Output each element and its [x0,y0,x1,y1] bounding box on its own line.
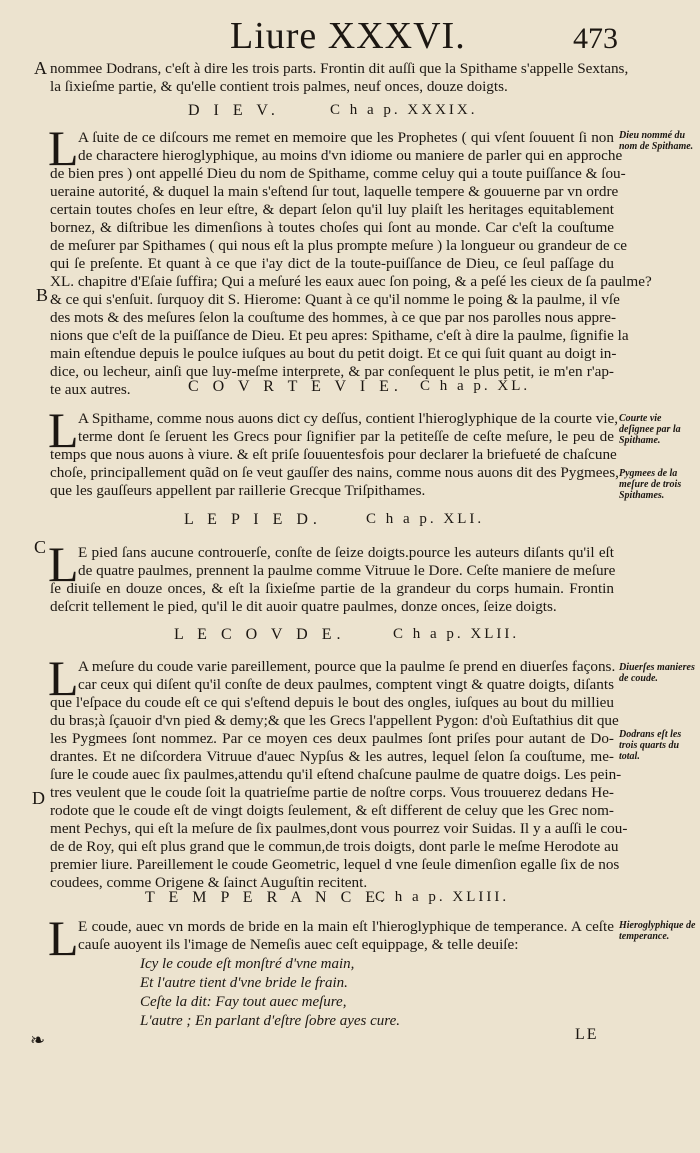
text-line: deſcrit tellement le pied, qu'il le dit auoir quatre paulmes, donze onces, ſeize doigts. [50,598,557,615]
section-heading: D I E V. [188,102,280,119]
text-line: car ceux qui diſent qu'il conſte de deux paulmes, comptent vingt & quatre doigts, diſants [78,676,614,693]
verse-line: Et l'autre tient d'vne bride le frain. [140,975,348,991]
text-line: & ce qui s'enſuit. ſurquoy dit S. Hierome: Quant à ce qu'il nomme le poing & la paulme, il vſe [50,291,620,308]
verse-line: Icy le coude eſt monſtré d'vne main, [140,956,355,972]
text-line: qui ſe preſente. Et quant à ce que i'ay dict de la toute-puiſſance de Dieu, ce ſeul paſſage du [50,255,614,272]
section-heading: L E C O V D E. [174,626,346,643]
text-line: cauſe auoyent ils l'image de Nemeſis auec ceſt equippage, & telle deuiſe: [78,936,519,953]
text-line: nions que c'eſt de la puiſſance de Dieu. Et peu apres: Spithame, c'eſt à dire la paulme, ſignifie la [50,327,629,344]
chapter-number: C h a p. XLI. [366,511,485,527]
margin-letter-a: A [34,58,47,78]
printer-ornament-icon: ❧ [30,1030,46,1050]
text-line: de bien pres ) ont appellé Dieu du nom de Spithame, comme celuy qui a toute puiſſance & ſou- [50,165,626,182]
text-line: nommee Dodrans, c'eſt à dire les trois parts. Frontin dit auſſi que la Spithame s'appelle Sextans, [50,60,629,77]
drop-cap: L [48,650,79,706]
text-line: que l'eſpace du coude eſt ce qui s'eſtend depuis le bout des ongles, iuſques au bout du millieu [50,694,614,711]
margin-note: Hieroglyphique de temperance. [619,920,696,942]
text-line: dice, ou lecheur, ainſi que luy-meſme interprete, & par conſequent le plus petit, ie m'en r'ap- [50,363,614,380]
text-line: E pied ſans aucune controuerſe, conſte de ſeize doigts.pource les auteurs diſants qu'il eſt [78,544,614,561]
text-line: ſure le coude auec ſix paulmes,attendu qu'il eſtend chaſcune paulme de quatre doigs. Les pein- [50,766,622,783]
text-line: ment Pechys, qui eſt la meſure de ſix paulmes,dont vous pourrez voir Suidas. Il y a auſſi le cou- [50,820,628,837]
text-line: drantes. Et ne diſcordera Vitruue d'auec Nypſus & les autres, lequel ſelon ſa couſtume, me- [50,748,614,765]
text-line: de charactere hieroglyphique, au moins d'vn idiome ou maniere de parler qui en approche [78,147,623,164]
text-line: choſe, principallement quãd on ſe veut gauſſer des nains, comme nous auons dit des Pygmees, [50,464,619,481]
catchword: LE [575,1026,599,1043]
text-line: A ſuite de ce diſcours me remet en memoire que les Prophetes ( qui vſent ſouuent ſi non [78,129,614,146]
chapter-number: C h a p. XLIII. [375,889,510,905]
running-title: Liure XXXVI. [230,15,466,57]
margin-letter-d: D [32,788,45,808]
text-line: temps que nous auons à viure. & eſt priſe ſouuentesfois pour declarer la briefueté de chaſcune [50,446,617,463]
text-line: A meſure du coude varie pareillement, pource que la paulme ſe prend en diuerſes façons. [78,658,616,675]
drop-cap: L [48,120,79,176]
text-line: que les gauſſeurs appellent par raillerie Grecque Triſpithames. [50,482,426,499]
text-line: tres veulent que le coude ſoit la quatrieſme partie de noſtre corps. Vous trouuerez dedans He- [50,784,614,801]
text-line: la ſixieſme partie, & qu'elle contient trois palmes, neuf onces, douze doigts. [50,78,508,95]
margin-letter-c: C [34,537,47,557]
text-line: rodote que le coude eſt de vingt doigts ſeulement, & eſt different de celuy que les Grec nom- [50,802,614,819]
text-line: de meſurer par Spithames ( qui nous eſt la plus prompte meſure ) la longueur ou grandeur de ce [50,237,627,254]
page-number: 473 [573,22,618,55]
text-line: de quatre paulmes, prennent la paulme comme Vitruue le Dore. Ceſte maniere de meſure [78,562,616,579]
margin-note: Dodrans eſt les trois quarts du total. [619,729,682,762]
text-line: bornez, & diſtribue les dimenſions à toutes choſes qui ſont au monde. Car c'eſt la couſtume [50,219,614,236]
drop-cap: L [48,536,79,592]
text-line: des mots & des meſures ſelon la couſtume des hommes, à ce que par nos parolles nous appre- [50,309,617,326]
margin-letter-b: B [36,285,49,305]
section-heading: T E M P E R A N C E. [145,889,390,906]
section-heading: L E P I E D. [184,511,322,528]
chapter-number: C h a p. XL. [420,378,531,394]
text-line: terme dont ſe ſeruent les Grecs pour ſignifier par la petiteſſe de ceſte meſure, le peu de [78,428,614,445]
verse-line: L'autre ; En parlant d'eſtre ſobre ayes cure. [140,1013,400,1029]
drop-cap: L [48,910,79,966]
text-line: coudees, comme Origene & ſainct Auguſtin recitent. [50,874,368,891]
text-line: ueraine autorité, & duquel la main s'eſtend ſur tout, laquelle tempere & gouuerne par vn ordre [50,183,619,200]
text-line: te aux autres. [50,381,131,398]
text-line: A Spithame, comme nous auons dict cy deſſus, contient l'hieroglyphique de la courte vie, [78,410,619,427]
margin-note: Pygmees de la meſure de trois Spithames. [619,468,682,501]
text-line: ſe diuiſe en douze onces, & eſt la ſixieſme partie de la grandeur du corps humain. Frontin [50,580,614,597]
margin-note: Dieu nommé du nom de Spithame. [619,130,694,152]
drop-cap: L [48,402,79,458]
section-heading: C O V R T E V I E. [188,378,403,395]
chapter-number: C h a p. XLII. [393,626,520,642]
text-line: main eſtendue depuis le poulce iuſques au bout du petit doigt. Et ce qui ſuit quant au doigt in- [50,345,617,362]
text-line: E coude, auec vn mords de bride en la main eſt l'hieroglyphique de temperance. A ceſte [78,918,614,935]
text-line: les Pygmees ſont nommez. Par ce moyen ces deux paulmes ſont priſes pour autant de Do- [50,730,614,747]
text-line: certain toutes choſes en leur eſtre, & depart ſelon qu'il luy plaiſt les heritages equitablement [50,201,614,218]
text-line: XL. chapitre d'Eſaie ſuffira; Qui a meſuré les eaux auec ſon poing, & a peſé les cieux de ſa paulme? [50,273,652,290]
verse-line: Ceſte la dit: Fay tout auec meſure, [140,994,347,1010]
text-line: de de Roy, qui eſt plus grand que le commun,de trois doigts, dont parle le meſme Herodote au [50,838,619,855]
margin-note: Diuerſes manieres de coude. [619,662,695,684]
chapter-number: C h a p. XXXIX. [330,102,478,118]
text-line: du bras;à ſçauoir d'vn pied & demy;& que les Grecs l'appellent Pygon: d'où Euſtathius dit que [50,712,619,729]
text-line: premier liure. Pareillement le coude Geometric, lequel d vne ſeule dimenſion egalle ſix de nos [50,856,620,873]
margin-note: Courte vie deſignee par la Spithame. [619,413,681,446]
